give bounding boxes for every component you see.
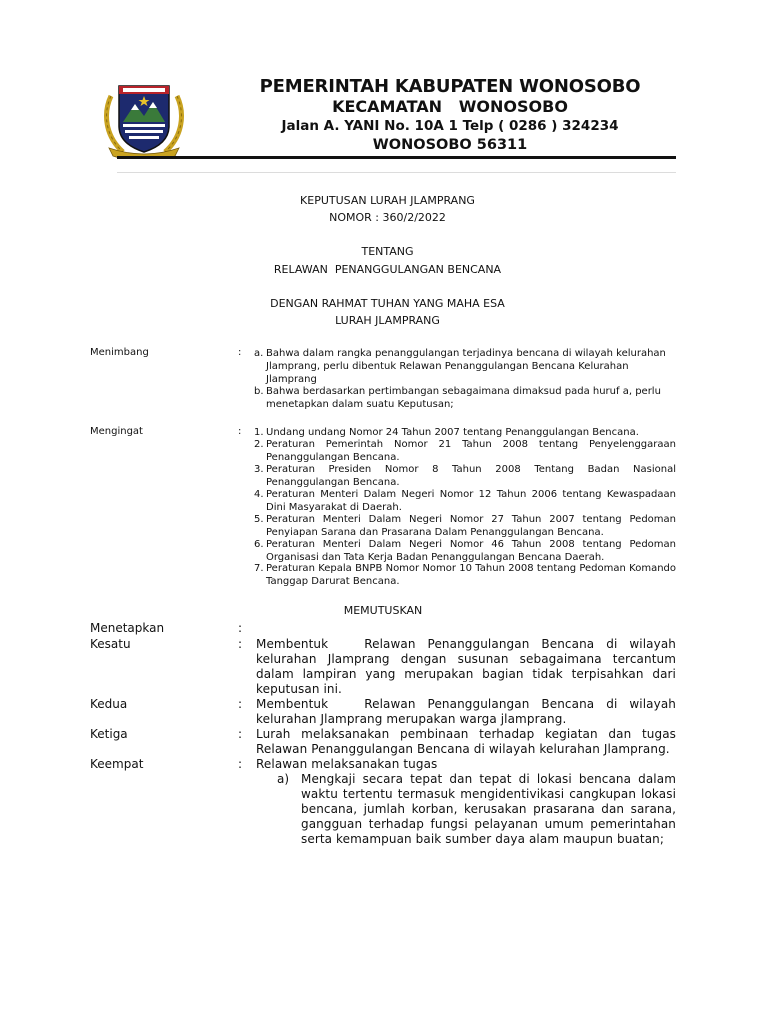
item-text: Undang undang Nomor 24 Tahun 2007 tentang Penanggulangan Bencana. xyxy=(266,427,639,438)
ketiga-label: Ketiga xyxy=(90,727,128,741)
issuer-title: LURAH JLAMPRANG xyxy=(335,314,440,327)
header-address: Jalan A. YANI No. 10A 1 Telp ( 0286 ) 324234 xyxy=(281,118,619,134)
header-district-name: KECAMATAN WONOSOBO xyxy=(332,97,568,116)
letterhead-thick-rule xyxy=(117,156,676,159)
kedua-text xyxy=(256,697,676,727)
item-marker: a. xyxy=(254,348,264,359)
mengingat-label: Mengingat xyxy=(90,426,143,437)
item-marker: 2. xyxy=(254,439,264,450)
list-item xyxy=(254,538,676,564)
text-line: Membentuk Relawan Penanggulangan Bencana di wilayah xyxy=(256,637,676,651)
item-marker: 7. xyxy=(254,563,264,574)
kedua-colon: : xyxy=(238,697,243,711)
tentang-heading: TENTANG xyxy=(361,245,414,258)
text-line: waktu tertentu termasuk mengidentivikasi cangkupan lokasi xyxy=(301,787,676,801)
ketiga-text xyxy=(256,727,676,757)
item-text: Peraturan Presiden Nomor 8 Tahun 2008 Tentang Badan Nasional Penanggulangan Bencana. xyxy=(266,464,676,488)
item-text: Peraturan Menteri Dalam Negeri Nomor 27 Tahun 2007 tentang Pedoman Penyiapan Sarana dan Prasarana Dalam Penanggulangan Bencana. xyxy=(266,514,676,538)
list-item xyxy=(254,385,676,411)
text-line: gangguan terhadap fungsi pelayanan umum pemerintahan xyxy=(301,817,676,831)
item-marker: 5. xyxy=(254,514,264,525)
item-text: Peraturan Menteri Dalam Negeri Nomor 46 Tahun 2008 tentang Pedoman Organisasi dan Tata Kerja Badan Penanggulangan Bencana Daerah. xyxy=(266,539,676,563)
text-line: bencana, jumlah korban, kerusakan prasarana dan sarana, xyxy=(301,802,676,816)
list-item xyxy=(254,488,676,514)
menimbang-label: Menimbang xyxy=(90,347,149,358)
keempat-intro: Relawan melaksanakan tugas xyxy=(256,757,438,771)
list-item xyxy=(254,513,676,539)
text-line: serta kemampuan baik sumber daya alam maupun buatan; xyxy=(301,832,664,846)
item-text: Bahwa dalam rangka penanggulangan terjadinya bencana di wilayah kelurahan Jlamprang, perlu dibentuk Relawan Penanggulangan Bencana Kelurahan Jlamprang xyxy=(266,348,666,385)
text-line: kelurahan Jlamprang dengan susunan sebagaimana tercantum xyxy=(256,652,676,666)
keempat-sub-item-a xyxy=(301,772,676,847)
text-line: Membentuk Relawan Penanggulangan Bencana di wilayah xyxy=(256,697,676,711)
list-item xyxy=(254,438,676,464)
kesatu-text xyxy=(256,637,676,697)
invocation: DENGAN RAHMAT TUHAN YANG MAHA ESA xyxy=(270,297,505,310)
memutuskan-heading: MEMUTUSKAN xyxy=(343,604,423,617)
keempat-label: Keempat xyxy=(90,757,144,771)
menimbang-colon: : xyxy=(238,347,242,358)
item-marker: 1. xyxy=(254,427,264,438)
item-marker: b. xyxy=(254,386,264,397)
item-text: Peraturan Menteri Dalam Negeri Nomor 12 Tahun 2006 tentang Kewaspadaan Dini Masyarakat di Daerah. xyxy=(266,489,676,513)
item-text: Peraturan Kepala BNPB Nomor Nomor 10 Tahun 2008 tentang Pedoman Komando Tanggap Darurat Bencana. xyxy=(266,563,676,587)
kesatu-label: Kesatu xyxy=(90,637,131,651)
ketiga-colon: : xyxy=(238,727,243,741)
letterhead-thin-rule xyxy=(117,172,676,173)
kedua-label: Kedua xyxy=(90,697,128,711)
item-marker: 6. xyxy=(254,539,264,550)
text-line: kelurahan Jlamprang merupakan warga jlamprang. xyxy=(256,712,567,726)
text-line: Relawan Penanggulangan Bencana di wilayah kelurahan Jlamprang. xyxy=(256,742,670,756)
header-city-postcode: WONOSOBO 56311 xyxy=(372,137,528,153)
decree-subject: RELAWAN PENANGGULANGAN BENCANA xyxy=(273,263,502,276)
menetapkan-label: Menetapkan xyxy=(90,621,165,635)
list-item xyxy=(254,347,676,386)
text-line: Mengkaji secara tepat dan tepat di lokasi bencana dalam xyxy=(301,772,676,786)
text-line: keputusan ini. xyxy=(256,682,342,696)
sub-item-marker: a) xyxy=(277,772,290,786)
text-line: Lurah melaksanakan pembinaan terhadap kegiatan dan tugas xyxy=(256,727,676,741)
keempat-colon: : xyxy=(238,757,243,771)
menetapkan-colon: : xyxy=(238,621,243,635)
list-item xyxy=(254,463,676,489)
wonosobo-coat-of-arms-icon xyxy=(101,78,187,158)
item-marker: 4. xyxy=(254,489,264,500)
item-marker: 3. xyxy=(254,464,264,475)
kesatu-colon: : xyxy=(238,637,243,651)
item-text: Bahwa berdasarkan pertimbangan sebagaimana dimaksud pada huruf a, perlu menetapkan dalam suatu Keputusan; xyxy=(266,386,661,410)
list-item xyxy=(254,562,676,588)
item-text: Peraturan Pemerintah Nomor 21 Tahun 2008 tentang Penyelenggaraan Penanggulangan Bencana. xyxy=(266,439,676,463)
decree-number: NOMOR : 360/2/2022 xyxy=(329,211,446,224)
header-government-name: PEMERINTAH KABUPATEN WONOSOBO xyxy=(259,76,641,97)
mengingat-colon: : xyxy=(238,426,242,437)
decree-title: KEPUTUSAN LURAH JLAMPRANG xyxy=(300,194,475,207)
text-line: dalam lampiran yang merupakan bagian tidak terpisahkan dari xyxy=(256,667,676,681)
